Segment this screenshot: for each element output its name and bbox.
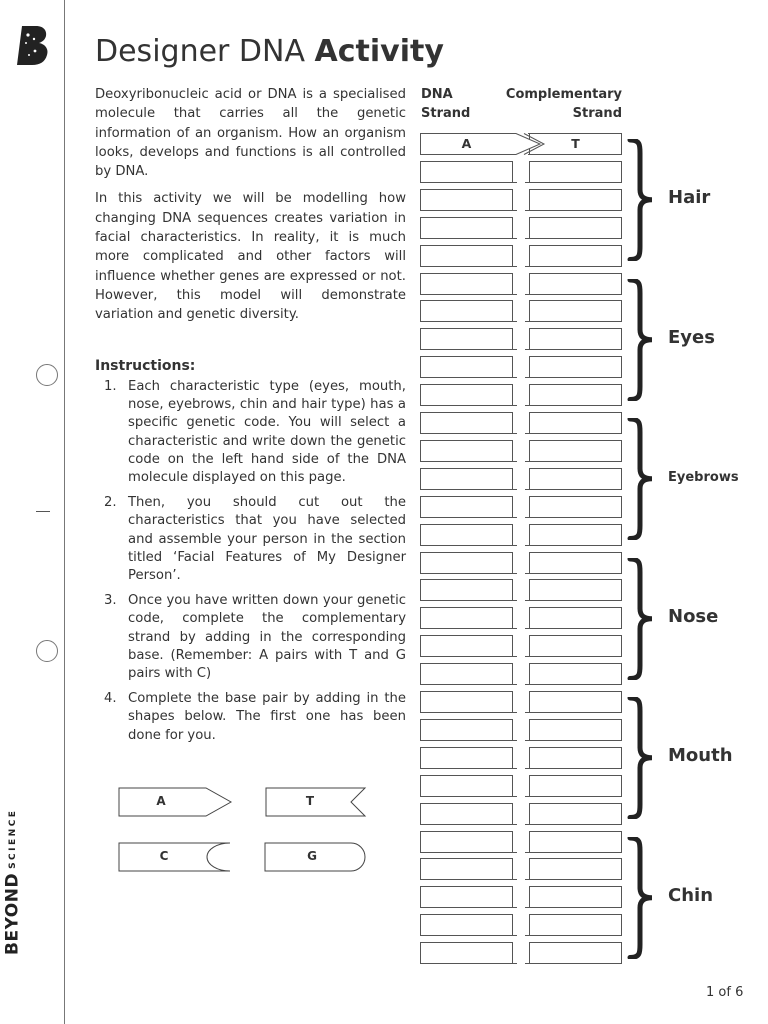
intro-text bbox=[95, 85, 406, 333]
complementary-strand-box[interactable] bbox=[529, 942, 622, 964]
instructions-list bbox=[95, 378, 406, 752]
base-pair-row bbox=[420, 942, 625, 964]
complementary-strand-box[interactable] bbox=[529, 663, 622, 685]
dna-strand-heading-line-2: Strand bbox=[421, 106, 471, 121]
strand-connector bbox=[525, 600, 529, 601]
base-pair-row bbox=[420, 886, 625, 908]
complementary-strand-box[interactable] bbox=[529, 719, 622, 741]
complementary-strand-box[interactable] bbox=[529, 747, 622, 769]
complementary-strand-heading bbox=[500, 85, 622, 123]
strand-connector bbox=[525, 294, 529, 295]
base-pair-row bbox=[420, 914, 625, 936]
base-pair-row bbox=[420, 747, 625, 769]
base-pair-row bbox=[420, 663, 625, 685]
base-pair-row bbox=[420, 579, 625, 601]
strand-connector bbox=[525, 684, 529, 685]
strand-connector bbox=[513, 935, 517, 936]
complementary-strand-box[interactable] bbox=[529, 468, 622, 490]
brand-name: BEYOND bbox=[2, 872, 23, 955]
base-pair-row bbox=[420, 607, 625, 629]
curly-brace-icon bbox=[626, 418, 666, 540]
strand-connector bbox=[513, 489, 517, 490]
strand-connector bbox=[513, 238, 517, 239]
strand-connector bbox=[525, 405, 529, 406]
strand-connector bbox=[525, 963, 529, 964]
trait-label: Mouth bbox=[668, 745, 733, 766]
dna-strand-box[interactable] bbox=[420, 607, 513, 629]
dna-strand-heading bbox=[421, 85, 470, 123]
complementary-strand-box[interactable] bbox=[529, 524, 622, 546]
strand-connector bbox=[513, 182, 517, 183]
strand-connector bbox=[525, 768, 529, 769]
instruction-step bbox=[95, 592, 406, 683]
strand-connector bbox=[513, 963, 517, 964]
dna-strand-box[interactable] bbox=[420, 356, 513, 378]
base-label: C bbox=[159, 849, 169, 863]
strand-connector bbox=[513, 712, 517, 713]
base-label: G bbox=[307, 849, 317, 863]
strand-connector bbox=[525, 852, 529, 853]
complementary-heading-line-2: Strand bbox=[572, 106, 622, 121]
example-base-left: A bbox=[461, 136, 472, 151]
dna-strand-box[interactable] bbox=[420, 189, 513, 211]
strand-connector bbox=[525, 321, 529, 322]
strand-connector bbox=[513, 879, 517, 880]
strand-connector bbox=[513, 768, 517, 769]
strand-connector bbox=[525, 266, 529, 267]
complementary-strand-box[interactable] bbox=[529, 273, 622, 295]
dna-strand-box[interactable] bbox=[420, 133, 513, 155]
strand-connector bbox=[525, 907, 529, 908]
dna-strand-box[interactable] bbox=[420, 663, 513, 685]
step-text: Then, you should cut out the characteristics that you have selected and assemble your person in the section titled ‘Facial Features of My Designer Person’. bbox=[128, 495, 406, 584]
complementary-strand-box[interactable] bbox=[529, 328, 622, 350]
instruction-step bbox=[95, 494, 406, 585]
complementary-strand-box[interactable] bbox=[529, 245, 622, 267]
strand-connector bbox=[513, 377, 517, 378]
strand-connector bbox=[525, 182, 529, 183]
complementary-strand-box[interactable] bbox=[529, 552, 622, 574]
dna-strand-box[interactable] bbox=[420, 245, 513, 267]
strand-connector bbox=[525, 879, 529, 880]
complementary-strand-box[interactable] bbox=[529, 161, 622, 183]
base-pair-row bbox=[420, 524, 625, 546]
strand-connector bbox=[513, 266, 517, 267]
trait-label: Eyes bbox=[668, 327, 715, 348]
dna-strand-box[interactable] bbox=[420, 496, 513, 518]
strand-connector bbox=[513, 740, 517, 741]
base-pair-row bbox=[420, 273, 625, 295]
strand-connector bbox=[525, 489, 529, 490]
base-pair-row bbox=[420, 217, 625, 239]
base-label: T bbox=[305, 794, 315, 808]
step-number: 1. bbox=[104, 379, 117, 394]
strand-connector bbox=[525, 628, 529, 629]
dna-strand-box[interactable] bbox=[420, 635, 513, 657]
complementary-strand-box[interactable] bbox=[529, 831, 622, 853]
complementary-strand-box[interactable] bbox=[529, 914, 622, 936]
strand-connector bbox=[525, 796, 529, 797]
strand-connector bbox=[513, 545, 517, 546]
complementary-strand-box[interactable] bbox=[529, 440, 622, 462]
strand-connector bbox=[525, 517, 529, 518]
strand-connector bbox=[525, 824, 529, 825]
base-pair-row bbox=[420, 496, 625, 518]
base-pair-row bbox=[420, 189, 625, 211]
base-pair-row bbox=[420, 356, 625, 378]
instruction-step bbox=[95, 690, 406, 745]
complementary-strand-box[interactable] bbox=[529, 579, 622, 601]
title-regular: Designer DNA bbox=[95, 34, 305, 69]
trait-label: Chin bbox=[668, 885, 714, 906]
base-shape-c[interactable] bbox=[118, 841, 238, 873]
strand-connector bbox=[525, 656, 529, 657]
dna-strand-box[interactable] bbox=[420, 300, 513, 322]
dna-strand-box[interactable] bbox=[420, 273, 513, 295]
strand-connector bbox=[525, 210, 529, 211]
dna-strand-box[interactable] bbox=[420, 579, 513, 601]
dna-strand-box[interactable] bbox=[420, 217, 513, 239]
base-shape-g[interactable] bbox=[264, 841, 384, 873]
dna-strand-box[interactable] bbox=[420, 886, 513, 908]
dna-strand-box[interactable] bbox=[420, 161, 513, 183]
dna-strand-box[interactable] bbox=[420, 719, 513, 741]
strand-connector bbox=[513, 684, 517, 685]
base-pair-row bbox=[420, 831, 625, 853]
dna-strand-box[interactable] bbox=[420, 803, 513, 825]
complementary-strand-box[interactable] bbox=[529, 803, 622, 825]
curly-brace-icon bbox=[626, 558, 666, 680]
example-base-right: T bbox=[571, 136, 580, 151]
strand-connector bbox=[525, 740, 529, 741]
step-text: Each characteristic type (eyes, mouth, nose, eyebrows, chin and hair type) has a specific genetic code. You will select a characteristic and write down the genetic code on the left hand side of the DNA molecule displayed on this page. bbox=[128, 379, 406, 486]
complementary-heading-line-1: Complementary bbox=[505, 87, 622, 102]
complementary-strand-box[interactable] bbox=[529, 300, 622, 322]
complementary-strand-box[interactable] bbox=[529, 217, 622, 239]
step-number: 3. bbox=[104, 593, 117, 609]
base-pair-row bbox=[420, 245, 625, 267]
fold-mark bbox=[36, 511, 50, 512]
brand-vertical bbox=[2, 775, 23, 955]
base-pair-row bbox=[420, 161, 625, 183]
strand-connector bbox=[513, 852, 517, 853]
base-pair-row bbox=[420, 133, 625, 155]
punch-hole-bottom bbox=[36, 640, 58, 662]
dna-strand-box[interactable] bbox=[420, 552, 513, 574]
strand-connector bbox=[525, 545, 529, 546]
strand-connector bbox=[513, 405, 517, 406]
strand-connector bbox=[525, 377, 529, 378]
base-pair-row bbox=[420, 803, 625, 825]
step-number: 2. bbox=[104, 495, 117, 511]
base-pair-row bbox=[420, 552, 625, 574]
base-pair-row bbox=[420, 328, 625, 350]
step-text: Complete the base pair by adding in the shapes below. The first one has been done for you. bbox=[128, 691, 406, 743]
dna-strand-box[interactable] bbox=[420, 775, 513, 797]
complementary-strand-box[interactable] bbox=[529, 775, 622, 797]
trait-label: Eyebrows bbox=[668, 470, 739, 485]
brand-logo-icon bbox=[15, 24, 51, 66]
step-text: Once you have written down your genetic code, complete the complementary strand by adding in the corresponding base. (Remember: A pairs with T and G pairs with C) bbox=[128, 593, 406, 682]
strand-connector bbox=[513, 600, 517, 601]
base-pair-row bbox=[420, 719, 625, 741]
complementary-strand-box[interactable] bbox=[529, 635, 622, 657]
complementary-strand-box[interactable] bbox=[529, 858, 622, 880]
intro-paragraph-2: In this activity we will be modelling how changing DNA sequences creates variation in facial characteristics. In reality, it is much more complicated and other factors will influence whether genes are expressed or not. However, this model will demonstrate variation and genetic diversity. bbox=[95, 191, 406, 323]
dna-strand-box[interactable] bbox=[420, 942, 513, 964]
curly-brace-icon bbox=[626, 697, 666, 819]
complementary-strand-box[interactable] bbox=[529, 412, 622, 434]
brand-subname: SCIENCE bbox=[7, 808, 18, 869]
strand-connector bbox=[513, 573, 517, 574]
strand-connector bbox=[513, 461, 517, 462]
complementary-strand-box[interactable] bbox=[529, 691, 622, 713]
base-label: A bbox=[156, 794, 166, 808]
dna-strand-box[interactable] bbox=[420, 747, 513, 769]
complementary-strand-box[interactable] bbox=[529, 496, 622, 518]
strand-connector bbox=[525, 461, 529, 462]
trait-label: Hair bbox=[668, 187, 711, 208]
intro-paragraph-1: Deoxyribonucleic acid or DNA is a specialised molecule that carries all the genetic information of an organism. How an organism looks, develops and functions is all controlled by DNA. bbox=[95, 87, 406, 180]
example-pair-connector-icon bbox=[510, 133, 550, 155]
base-pair-row bbox=[420, 691, 625, 713]
base-pair-row bbox=[420, 440, 625, 462]
strand-connector bbox=[513, 656, 517, 657]
curly-brace-icon bbox=[626, 837, 666, 959]
dna-strand-box[interactable] bbox=[420, 831, 513, 853]
base-pair-row bbox=[420, 384, 625, 406]
strand-connector bbox=[525, 238, 529, 239]
base-shape-t[interactable] bbox=[265, 786, 385, 818]
dna-strand-box[interactable] bbox=[420, 384, 513, 406]
strand-connector bbox=[513, 349, 517, 350]
base-pair-row bbox=[420, 468, 625, 490]
punch-hole-top bbox=[36, 364, 58, 386]
complementary-strand-box[interactable] bbox=[529, 189, 622, 211]
strand-connector bbox=[513, 433, 517, 434]
dna-strand-box[interactable] bbox=[420, 468, 513, 490]
step-number: 4. bbox=[104, 691, 117, 707]
strand-connector bbox=[513, 628, 517, 629]
page-number: 1 of 6 bbox=[706, 985, 744, 1000]
margin-line bbox=[64, 0, 65, 1024]
strand-connector bbox=[525, 935, 529, 936]
dna-strand-box[interactable] bbox=[420, 524, 513, 546]
strand-connector bbox=[513, 321, 517, 322]
dna-strand-box[interactable] bbox=[420, 440, 513, 462]
strand-connector bbox=[513, 210, 517, 211]
dna-strand-box[interactable] bbox=[420, 691, 513, 713]
instruction-step bbox=[95, 378, 406, 487]
title-bold: Activity bbox=[314, 34, 444, 69]
strand-connector bbox=[513, 294, 517, 295]
base-pair-row bbox=[420, 775, 625, 797]
strand-connector bbox=[525, 433, 529, 434]
dna-strand-box[interactable] bbox=[420, 914, 513, 936]
curly-brace-icon bbox=[626, 139, 666, 261]
complementary-strand-box[interactable] bbox=[529, 356, 622, 378]
strand-connector bbox=[513, 796, 517, 797]
strand-connector bbox=[513, 907, 517, 908]
dna-strand-box[interactable] bbox=[420, 858, 513, 880]
strand-connector bbox=[525, 349, 529, 350]
strand-connector bbox=[525, 712, 529, 713]
strand-connector bbox=[513, 824, 517, 825]
strand-connector bbox=[525, 573, 529, 574]
base-pair-row bbox=[420, 300, 625, 322]
complementary-strand-box[interactable] bbox=[529, 384, 622, 406]
base-pair-row bbox=[420, 412, 625, 434]
dna-ladder bbox=[420, 133, 625, 971]
curly-brace-icon bbox=[626, 279, 666, 401]
page-title bbox=[95, 34, 444, 69]
instructions-heading: Instructions: bbox=[95, 358, 196, 374]
dna-strand-box[interactable] bbox=[420, 412, 513, 434]
strand-connector bbox=[513, 517, 517, 518]
dna-strand-heading-line-1: DNA bbox=[421, 87, 453, 102]
trait-label: Nose bbox=[668, 606, 719, 627]
complementary-strand-box[interactable] bbox=[529, 886, 622, 908]
base-pair-row bbox=[420, 858, 625, 880]
base-shape-a[interactable] bbox=[118, 786, 238, 818]
base-pair-row bbox=[420, 635, 625, 657]
complementary-strand-box[interactable] bbox=[529, 607, 622, 629]
dna-strand-box[interactable] bbox=[420, 328, 513, 350]
